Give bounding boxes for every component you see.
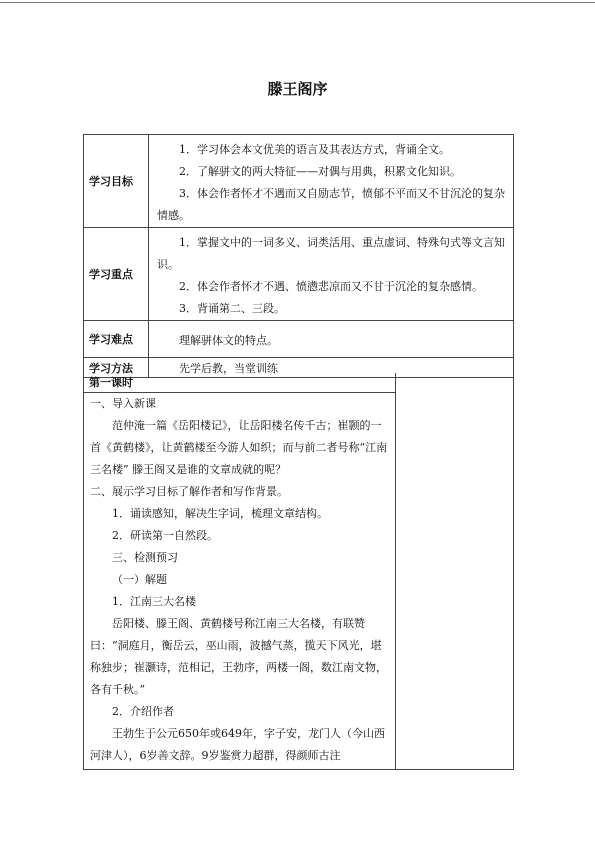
page-top-rule [0, 2, 595, 3]
section-heading: 三、检测预习 [112, 551, 178, 564]
lesson-heading: 第一课时 [84, 373, 395, 393]
sub-heading: （一）解题 [112, 573, 167, 586]
lesson-main-column [84, 373, 396, 769]
row-content [149, 321, 514, 358]
table-row-focus [84, 228, 514, 321]
row-content [149, 135, 514, 228]
lesson-section [83, 373, 514, 770]
list-item: 2．了解骈文的两大特征——对偶与用典，积累文化知识。 [179, 165, 461, 178]
list-item: 1．江南三大名楼 [112, 595, 196, 608]
page-title: 滕王阁序 [267, 80, 328, 98]
section-heading: 一、导入新课 [90, 397, 156, 410]
list-item: 1．学习体会本文优美的语言及其表达方式，背诵全文。 [179, 143, 450, 156]
table-row-difficulty [84, 321, 514, 358]
row-content [149, 228, 514, 321]
list-item: 2．介绍作者 [112, 705, 174, 718]
lesson-body [84, 393, 395, 767]
row-label: 学习难点 [84, 321, 149, 358]
list-item: 2．研读第一自然段。 [112, 529, 218, 542]
row-label: 学习重点 [84, 228, 149, 321]
row-label: 学习方法 [84, 358, 149, 378]
paragraph: 王勃生于公元650年或649年，字子安，龙门人（今山西河津人），6岁善文辞。9岁鉴赏力超群，得颜师古注 [90, 727, 385, 762]
lesson-plan-table [83, 134, 514, 378]
difficulty-text: 理解骈体文的特点。 [179, 334, 278, 347]
list-item: 3．体会作者怀才不遇而又自励志节，愤郁不平而又不甘沉沦的复杂情感。 [157, 187, 505, 222]
list-item: 3．背诵第二、三段。 [179, 302, 285, 315]
section-heading: 二、展示学习目标了解作者和写作背景。 [90, 485, 288, 498]
table-row-goals [84, 135, 514, 228]
method-text: 先学后教，当堂训练 [179, 362, 278, 375]
row-label: 学习目标 [84, 135, 149, 228]
paragraph: 范仲淹一篇《岳阳楼记》，让岳阳楼名传千古；崔颢的一首《黄鹤楼》，让黄鹤楼至今游人如织；而与前二者号称“江南三名楼” 滕王阁又是谁的文章成就的呢？ [90, 419, 388, 476]
list-item: 2．体会作者怀才不遇、愤懑悲凉而又不甘于沉沦的复杂感情。 [179, 280, 483, 293]
paragraph: 岳阳楼、滕王阁、黄鹤楼号称江南三大名楼，有联赞曰：“洞庭月，衡岳云，巫山雨，波撼气蒸，揽天下风光，堪称独步；崔灏诗，范相记，王勃序，两楼一阁，数江南文物，各有千秋。” [90, 617, 387, 696]
list-item: 1．掌握文中的一词多义、词类活用、重点虚词、特殊句式等文言知识。 [157, 236, 505, 271]
list-item: 1．诵读感知，解决生字词，梳理文章结构。 [112, 507, 328, 520]
